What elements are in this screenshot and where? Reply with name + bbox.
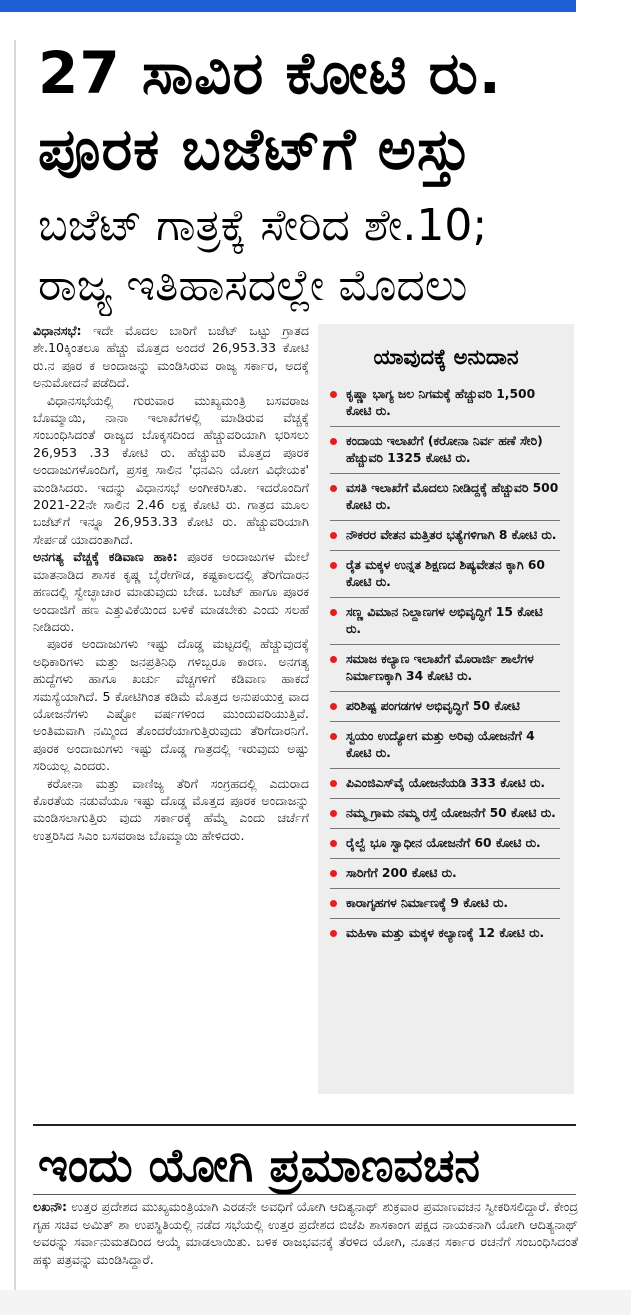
grant-item-text: ಕಂದಾಯ ಇಲಾಖೆಗೆ (ಕರೋನಾ ನಿರ್ವ ಹಣೆ ಸೇರಿ) ಹೆಚ್ಚುವರಿ 1325 ಕೋಟಿ ರು. [346, 434, 543, 465]
grant-item-text: ನೌಕರರ ವೇತನ ಮತ್ತಿತರ ಭತ್ಯೆಗಳಿಗಾಗಿ 8 ಕೋಟಿ ರು. [346, 528, 557, 542]
bullet-icon [330, 900, 337, 907]
article-dateline: ವಿಧಾನಸಭೆ: [33, 323, 82, 338]
grant-item-text: ನಮ್ಮ ಗ್ರಾಮ ನಮ್ಮ ರಸ್ತೆ ಯೋಜನೆಗೆ 50 ಕೋಟಿ ರು. [346, 806, 556, 820]
bullet-icon [330, 703, 337, 710]
article-paragraph [33, 322, 309, 392]
bullet-icon [330, 870, 337, 877]
grant-item [330, 769, 560, 799]
bullet-icon [330, 780, 337, 787]
yogi-article [33, 1198, 578, 1268]
yogi-dateline: ಲಖನೌ: [33, 1199, 68, 1214]
bullet-icon [330, 532, 337, 539]
grant-item-text: ಪಿಎಂಜಿಎಸ್‌ವೈ ಯೋಜನೆಯಡಿ 333 ಕೋಟಿ ರು. [346, 776, 546, 790]
top-accent-bar [0, 0, 576, 12]
bullet-icon [330, 391, 337, 398]
headline-line-1: 27 ಸಾವಿರ ಕೋಟಿ ರು. [38, 39, 502, 107]
yogi-text: ಉತ್ತರ ಪ್ರದೇಶದ ಮುಖ್ಯಮಂತ್ರಿಯಾಗಿ ಎರಡನೇ ಅವಧಿಗೆ ಯೋಗಿ ಆದಿತ್ಯನಾಥ್ ಶುಕ್ರವಾರ ಪ್ರಮಾಣವಚನ ಸ್ವೀಕರಿಸಲಿದ್ದಾರೆ. ಕೇಂದ್ರ ಗೃಹ ಸಚಿವ ಅಮಿತ್ ಶಾ ಉಪಸ್ಥಿತಿಯಲ್ಲಿ ನಡೆದ ಸಭೆಯಲ್ಲಿ ಉತ್ತರ ಪ್ರದೇಶದ ಬಿಜೆಪಿ ಶಾಸಕಾಂಗ ಪಕ್ಷದ ನಾಯಕನಾಗಿ ಯೋಗಿ ಆದಿತ್ಯನಾಥ್ ಅವರನ್ನು ಸರ್ವಾನುಮತದಿಂದ ಆಯ್ಕೆ ಮಾಡಲಾಯಿತು. ಬಳಿಕ ರಾಜಭವನಕ್ಕೆ ತೆರಳಿದ ಯೋಗಿ, ನೂತನ ಸರ್ಕಾರ ರಚನೆಗೆ ಸಂಬಂಧಿಸಿದಂತೆ ಹಕ್ಕು ಪತ್ರವನ್ನು ಮಂಡಿಸಿದ್ದಾರೆ. [33, 1199, 578, 1267]
grant-item-text: ಸಮಾಜ ಕಲ್ಯಾಣ ಇಲಾಖೆಗೆ ಮೊರಾರ್ಜಿ ಶಾಲೆಗಳ ನಿರ್ಮಾಣಕ್ಕಾಗಿ 34 ಕೋಟಿ ರು. [346, 652, 534, 683]
grant-item-text: ಸಾರಿಗೆಗೆ 200 ಕೋಟಿ ರು. [346, 866, 457, 880]
grant-item-text: ರೈತ ಮಕ್ಕಳ ಉನ್ನತ ಶಿಕ್ಷಣದ ಶಿಷ್ಯವೇತನ ಕ್ಕಾಗಿ 60 ಕೋಟಿ ರು. [346, 558, 545, 589]
grant-item-text: ವಸತಿ ಇಲಾಖೆಗೆ ಮೊದಲು ನೀಡಿದ್ದಕ್ಕೆ ಹೆಚ್ಚುವರಿ 500 ಕೋಟಿ ರು. [346, 481, 559, 512]
article-paragraph [33, 548, 309, 635]
grant-item-text: ಮಹಿಳಾ ಮತ್ತು ಮಕ್ಕಳ ಕಲ್ಯಾಣಕ್ಕೆ 12 ಕೋಟಿ ರು. [346, 926, 545, 940]
page-margin-line [14, 40, 16, 1315]
bullet-icon [330, 733, 337, 740]
bullet-icon [330, 438, 337, 445]
article-text: ಪೂರಕ ಅಂದಾಜುಗಳ ಮೇಲೆ ಮಾತನಾಡಿದ ಶಾಸಕ ಕೃಷ್ಣ ಬೈರೇಗೌಡ, ಕಷ್ಟಕಾಲದಲ್ಲಿ ತೆರಿಗೆದಾರನ ಹಣದಲ್ಲಿ ಸ್ವೇಚ್ಛಾಚಾರ ಮಾಡುವುದು ಬೇಡ. ಬಜೆಟ್ ಹಾಗೂ ಪೂರಕ ಅಂದಾಜಿಗೆ ಹಣ ಎತ್ತುವಿಕೆಯಿಂದ ಬಳಿಕೆ ಮಾಡಬೇಕು ಎಂದು ಸಲಹೆ ನೀಡಿದರು. [33, 549, 310, 634]
grant-item [330, 829, 560, 859]
article-paragraph: ಕರೋನಾ ಮತ್ತು ವಾಣಿಜ್ಯ ತೆರಿಗೆ ಸಂಗ್ರಹದಲ್ಲಿ ಎದುರಾದ ಕೊರತೆಯ ನಡುವೆಯೂ ಇಷ್ಟು ದೊಡ್ಡ ಮೊತ್ತದ ಪೂರಕ ಅಂದಾಜನ್ನು ಮಂಡಿಸಲಾಗುತ್ತಿರು ವುದು ಸರ್ಕಾರಕ್ಕೆ ಹೆಮ್ಮೆ ಎಂದು ಚರ್ಚೆಗೆ ಉತ್ತರಿಸಿದ ಸಿಎಂ ಬಸವರಾಜ ಬೊಮ್ಮಾಯಿ ಹೇಳಿದರು. [33, 775, 309, 843]
grants-list [318, 380, 574, 948]
grant-item [330, 521, 560, 551]
sidebar-title: ಯಾವುದಕ್ಕೆ ಅನುದಾನ [373, 345, 519, 369]
grant-item [330, 889, 560, 919]
grant-item [330, 427, 560, 474]
subheadline-line-2: ರಾಜ್ಯ ಇತಿಹಾಸದಲ್ಲೇ ಮೊದಲು [38, 260, 468, 311]
grant-item [330, 692, 560, 722]
bullet-icon [330, 656, 337, 663]
article-subhead: ಅನಗತ್ಯ ವೆಚ್ಚಕ್ಕೆ ಕಡಿವಾಣ ಹಾಕಿ: [33, 549, 178, 565]
bullet-icon [330, 810, 337, 817]
grant-item [330, 722, 560, 769]
bullet-icon [330, 485, 337, 492]
headline-underline [33, 1194, 576, 1195]
grant-item-text: ಕೃಷ್ಣಾ ಭಾಗ್ಯ ಜಲ ನಿಗಮಕ್ಕೆ ಹೆಚ್ಚುವರಿ 1,500 ಕೋಟಿ ರು. [346, 387, 536, 418]
grant-item [330, 919, 560, 948]
grant-item [330, 859, 560, 889]
grant-item-text: ಕಾರಾಗೃಹಗಳ ನಿರ್ಮಾಣಕ್ಕೆ 9 ಕೋಟಿ ರು. [346, 896, 509, 910]
bullet-icon [330, 609, 337, 616]
bullet-icon [330, 840, 337, 847]
bullet-icon [330, 562, 337, 569]
grant-item-text: ಪರಿಶಿಷ್ಟ ಪಂಗಡಗಳ ಅಭಿವೃದ್ಧಿಗೆ 50 ಕೋಟಿ [346, 699, 520, 713]
bottom-margin [0, 1290, 631, 1315]
grant-item [330, 799, 560, 829]
grant-item [330, 598, 560, 645]
main-article [33, 322, 309, 844]
bullet-icon [330, 930, 337, 937]
section-divider [33, 1124, 576, 1126]
grant-item [330, 645, 560, 692]
grant-item [330, 380, 560, 427]
article-paragraph: ಪೂರಕ ಅಂದಾಜುಗಳು ಇಷ್ಟು ದೊಡ್ಡ ಮಟ್ಟದಲ್ಲಿ ಹೆಚ್ಚುವುದಕ್ಕೆ ಅಧಿಕಾರಿಗಳು ಮತ್ತು ಜನಪ್ರತಿನಿಧಿ ಗಳಿಬ್ಬರೂ ಕಾರಣ. ಅನಗತ್ಯ ಹುದ್ದೆಗಳು ಹಾಗೂ ಖರ್ಚು ವೆಚ್ಚಗಳಿಗೆ ಕಡಿವಾಣ ಹಾಕದೆ ಸಮಸ್ಯೆಯಾಗಿದೆ. 5 ಕೋಟಿಗಿಂತ ಕಡಿಮೆ ಮೊತ್ತದ ಅನುಪಯುಕ್ತ ವಾದ ಯೋಜನೆಗಳು ಎಷ್ಟೋ ವರ್ಷಗಳಿಂದ ಮುಂದುವರಿಯುತ್ತಿವೆ. ಅಂತಿಮವಾಗಿ ನಮ್ಮಿಂದ ತೊಂದರೆಯಾಗುತ್ತಿರುವುದು ತೆರಿಗೆದಾರನಿಗೆ. ಪೂರಕ ಅಂದಾಜುಗಳು ಇಷ್ಟು ದೊಡ್ಡ ಗಾತ್ರದಲ್ಲಿ ಇರುವುದು ಅಷ್ಟು ಸರಿಯಲ್ಲ ಎಂದರು. [33, 636, 309, 774]
grant-item [330, 474, 560, 521]
article-paragraph: ವಿಧಾನಸಭೆಯಲ್ಲಿ ಗುರುವಾರ ಮುಖ್ಯಮಂತ್ರಿ ಬಸವರಾಜ ಬೊಮ್ಮಾಯಿ, ನಾನಾ ಇಲಾಖೆಗಳಲ್ಲಿ ಮಾಡಿರುವ ವೆಚ್ಚಕ್ಕೆ ಸಂಬಂಧಿಸಿದಂತೆ ರಾಜ್ಯದ ಬೊಕ್ಕಸದಿಂದ ಹೆಚ್ಚುವರಿಯಾಗಿ ಭರಿಸಲು 26,953 .33 ಕೋಟಿ ರು. ಹೆಚ್ಚುವರಿ ಮೊತ್ತದ ಪೂರಕ ಅಂದಾಜುಗಳೊಂದಿಗೆ, ಪ್ರಸಕ್ತ ಸಾಲಿನ 'ಧನವಿನಿ ಯೋಗ ವಿಧೇಯಕ' ಮಂಡಿಸಿದರು. ಇದನ್ನು ವಿಧಾನಸಭೆ ಅಂಗೀಕರಿಸಿತು. ಇದರೊಂದಿಗೆ 2021-22ನೇ ಸಾಲಿನ 2.46 ಲಕ್ಷ ಕೋಟಿ ರು. ಗಾತ್ರದ ಮೂಲ ಬಜೆಟ್‌ಗೆ ಇನ್ನೂ 26,953.33 ಕೋಟಿ ರು. ಹೆಚ್ಚುವರಿಯಾಗಿ ಸೇರ್ಪಡೆ ಯಾದಂತಾಗಿದೆ. [33, 392, 309, 547]
grant-item [330, 551, 560, 598]
grant-item-text: ಸಣ್ಣ ವಿಮಾನ ನಿಲ್ದಾಣಗಳ ಅಭಿವೃದ್ಧಿಗೆ 15 ಕೋಟಿ ರು. [346, 605, 543, 636]
grant-item-text: ಸ್ವಯಂ ಉದ್ಯೋಗ ಮತ್ತು ಅರಿವು ಯೋಜನೆಗೆ 4 ಕೋಟಿ ರು. [346, 729, 535, 760]
yogi-headline: ಇಂದು ಯೋಗಿ ಪ್ರಮಾಣವಚನ [38, 1138, 480, 1192]
article-text: ಇದೇ ಮೊದಲ ಬಾರಿಗೆ ಬಜೆಟ್ ಒಟ್ಟು ಗ್ರಾತದ ಶೇ.10ಕ್ಕಿಂತಲೂ ಹೆಚ್ಚು ಮೊತ್ತದ ಅಂದರೆ 26,953.33 ಕೋಟಿ ರು.ನ ಪೂರ ಕ ಅಂದಾಜನ್ನು ಮಂಡಿಸಿರುವ ರಾಜ್ಯ ಸರ್ಕಾರ, ಅದಕ್ಕೆ ಅನುಮೋದನೆ ಪಡೆದಿದೆ. [33, 323, 309, 391]
subheadline-line-1: ಬಜೆಟ್ ಗಾತ್ರಕ್ಕೆ ಸೇರಿದ ಶೇ.10; [38, 200, 488, 251]
grant-item-text: ರೈಲ್ವೆ ಭೂ ಸ್ವಾಧೀನ ಯೋಜನೆಗೆ 60 ಕೋಟಿ ರು. [346, 836, 541, 850]
headline-line-2: ಪೂರಕ ಬಜೆಟ್‌ಗೆ ಅಸ್ತು [38, 115, 473, 183]
grants-sidebar [318, 324, 574, 1094]
